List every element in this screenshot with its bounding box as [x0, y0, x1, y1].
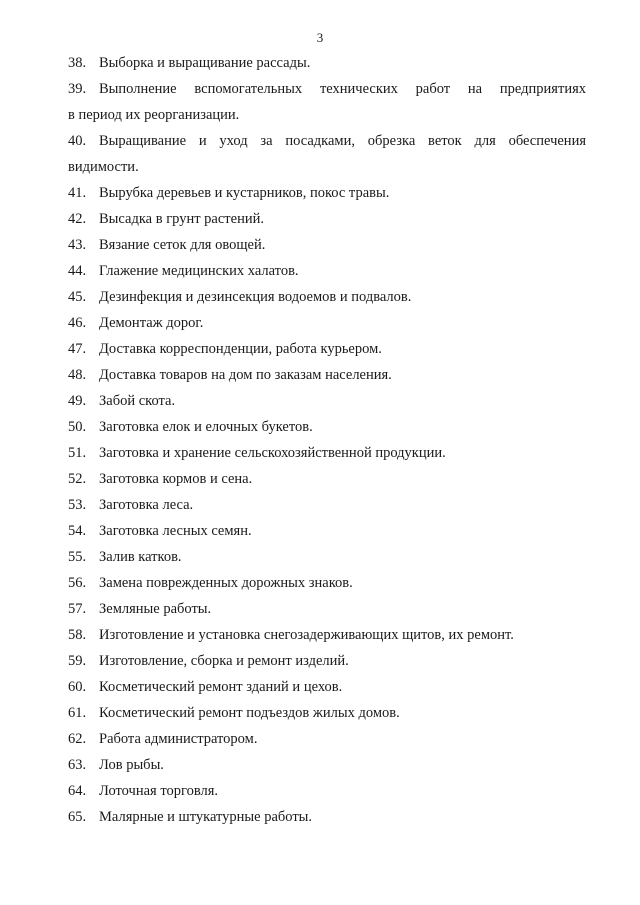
item-number: 58.	[68, 627, 87, 643]
list-item	[68, 50, 586, 76]
item-number: 62.	[68, 731, 87, 747]
item-text: Высадка в грунт растений.	[99, 211, 264, 227]
list-item	[68, 232, 586, 258]
item-text: Лоточная торговля.	[99, 783, 219, 799]
list-item	[68, 362, 586, 388]
item-number: 53.	[68, 497, 87, 513]
item-text: Демонтаж дорог.	[99, 315, 204, 331]
list-item	[68, 570, 586, 596]
list-item	[68, 726, 586, 752]
item-number: 40.	[68, 133, 87, 149]
item-number: 38.	[68, 55, 87, 71]
list-item	[68, 518, 586, 544]
item-number: 44.	[68, 263, 87, 279]
list-item	[68, 804, 586, 830]
item-number: 55.	[68, 549, 87, 565]
item-text-continuation: в период их реорганизации.	[68, 107, 240, 123]
list-item	[68, 388, 586, 414]
list-item	[68, 752, 586, 778]
item-number: 60.	[68, 679, 87, 695]
item-number: 64.	[68, 783, 87, 799]
list-item	[68, 310, 586, 336]
item-text: Вязание сеток для овощей.	[99, 237, 266, 253]
item-number: 48.	[68, 367, 87, 383]
item-number: 51.	[68, 445, 87, 461]
item-number: 41.	[68, 185, 87, 201]
item-text: Выборка и выращивание рассады.	[99, 55, 311, 71]
item-number: 46.	[68, 315, 87, 331]
item-number: 47.	[68, 341, 87, 357]
list-item	[68, 622, 586, 648]
item-text: Заготовка и хранение сельскохозяйственной продукции.	[99, 445, 446, 461]
item-text: Выращивание и уход за посадками, обрезка веток для обеспечения	[99, 133, 586, 149]
list-item	[68, 258, 586, 284]
item-number: 52.	[68, 471, 87, 487]
item-text: Заготовка лесных семян.	[99, 523, 252, 539]
item-number: 57.	[68, 601, 87, 617]
list-item	[68, 180, 586, 206]
item-number: 43.	[68, 237, 87, 253]
item-text: Лов рыбы.	[99, 757, 164, 773]
item-text: Вырубка деревьев и кустарников, покос травы.	[99, 185, 390, 201]
list-item	[68, 440, 586, 466]
item-text: Замена поврежденных дорожных знаков.	[99, 575, 353, 591]
list-item	[68, 674, 586, 700]
item-text: Залив катков.	[99, 549, 182, 565]
numbered-list	[68, 50, 586, 830]
item-text-continuation: видимости.	[68, 159, 139, 175]
item-number: 42.	[68, 211, 87, 227]
page-number: 3	[316, 30, 324, 45]
list-item	[68, 336, 586, 362]
item-text: Изготовление, сборка и ремонт изделий.	[99, 653, 349, 669]
item-text: Глажение медицинских халатов.	[99, 263, 299, 279]
item-text: Заготовка елок и елочных букетов.	[99, 419, 313, 435]
item-text: Дезинфекция и дезинсекция водоемов и подвалов.	[99, 289, 412, 305]
list-item	[68, 414, 586, 440]
list-item	[68, 206, 586, 232]
item-text: Заготовка кормов и сена.	[99, 471, 253, 487]
list-item	[68, 544, 586, 570]
item-number: 49.	[68, 393, 87, 409]
list-item	[68, 284, 586, 310]
item-number: 56.	[68, 575, 87, 591]
item-text: Доставка корреспонденции, работа курьером.	[99, 341, 382, 357]
item-text: Малярные и штукатурные работы.	[99, 809, 313, 825]
list-item	[68, 76, 586, 128]
item-number: 59.	[68, 653, 87, 669]
list-item	[68, 128, 586, 180]
item-text: Выполнение вспомогательных технических работ на предприятиях	[99, 81, 586, 97]
item-number: 45.	[68, 289, 87, 305]
item-number: 61.	[68, 705, 87, 721]
list-item	[68, 492, 586, 518]
item-number: 63.	[68, 757, 87, 773]
item-text: Изготовление и установка снегозадерживающих щитов, их ремонт.	[99, 627, 514, 643]
item-text: Доставка товаров на дом по заказам населения.	[99, 367, 392, 383]
item-text: Косметический ремонт подъездов жилых домов.	[99, 705, 400, 721]
item-text: Косметический ремонт зданий и цехов.	[99, 679, 343, 695]
item-number: 39.	[68, 81, 87, 97]
item-number: 50.	[68, 419, 87, 435]
item-text: Земляные работы.	[99, 601, 212, 617]
item-text: Заготовка леса.	[99, 497, 194, 513]
item-text: Забой скота.	[99, 393, 176, 409]
list-item	[68, 778, 586, 804]
list-item	[68, 596, 586, 622]
item-number: 54.	[68, 523, 87, 539]
list-item	[68, 700, 586, 726]
list-item	[68, 466, 586, 492]
item-text: Работа администратором.	[99, 731, 258, 747]
list-item	[68, 648, 586, 674]
item-number: 65.	[68, 809, 87, 825]
